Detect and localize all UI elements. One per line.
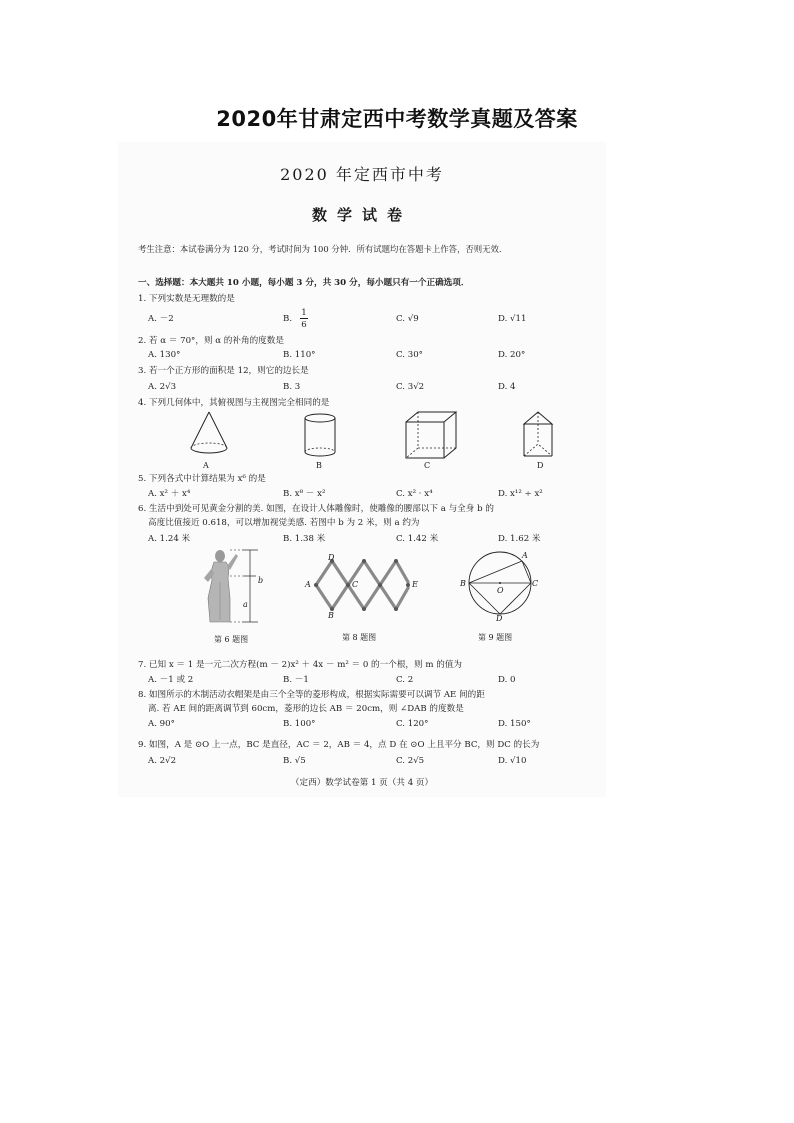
q9-option-c: C. 2√5 [396, 756, 425, 766]
cylinder-figure [302, 412, 338, 460]
q6-stem-line1: 6. 生活中到处可见黄金分割的美. 如图，在设计人体雕像时，使雕像的腰部以下 a 与全身 b 的 [138, 504, 494, 514]
fig9-point-o: O [497, 586, 504, 595]
q1-option-b-numerator: 1 [301, 308, 307, 318]
q8-option-b: B. 100° [283, 719, 316, 729]
fig8-point-e: E [412, 580, 418, 589]
q5-option-b: B. x⁸ － x² [283, 489, 326, 499]
cone-figure [188, 410, 230, 460]
q7-stem: 7. 已知 x ＝ 1 是一元二次方程(m － 2)x² ＋ 4x － m² ＝ 0 的一个根，则 m 的值为 [138, 660, 463, 670]
q4-label-c: C [424, 461, 431, 470]
q5-option-a: A. x² ＋ x⁴ [148, 489, 191, 499]
q5-option-c: C. x² · x⁴ [396, 489, 433, 499]
q3-option-d: D. 4 [498, 382, 516, 392]
fig6-label-b: b [258, 576, 264, 585]
q3-stem: 3. 若一个正方形的面积是 12，则它的边长是 [138, 366, 309, 376]
q2-option-b: B. 110° [283, 350, 316, 360]
q9-option-a: A. 2√2 [148, 756, 177, 766]
q8-option-c: C. 120° [396, 719, 429, 729]
q8-option-d: D. 150° [498, 719, 531, 729]
q2-option-d: D. 20° [498, 350, 526, 360]
fig8-point-b: B [328, 611, 334, 620]
coat-rack-figure [312, 556, 412, 614]
q1-option-b-denominator: 6 [301, 320, 307, 330]
fig8-point-c: C [352, 580, 359, 589]
statue-figure [200, 548, 270, 624]
q2-option-c: C. 30° [396, 350, 423, 360]
fig9-point-d: D [496, 614, 503, 623]
fig8-point-d: D [328, 553, 335, 562]
document-title: 2020年甘肃定西中考数学真题及答案 [216, 107, 578, 131]
q8-stem-line2: 离. 若 AE 间的距离调节到 60cm，菱形的边长 AB ＝ 20cm，则 ∠DAB 的度数是 [148, 704, 464, 714]
fig8-point-a: A [305, 580, 311, 589]
fig9-point-a: A [522, 551, 528, 560]
q9-stem: 9. 如图，A 是 ⊙O 上一点，BC 是直径，AC ＝ 2，AB ＝ 4，点 D 在 ⊙O 上且平分 BC，则 DC 的长为 [138, 740, 540, 750]
exam-subtitle: 数学试卷 [311, 206, 412, 224]
q1-stem: 1. 下列实数是无理数的是 [138, 294, 235, 304]
q4-label-b: B [316, 461, 322, 470]
q1-option-a: A. －2 [148, 314, 174, 324]
q4-label-d: D [537, 461, 544, 470]
q6-option-d: D. 1.62 米 [498, 534, 541, 544]
page-footer: （定西）数学试卷第 1 页（共 4 页） [290, 778, 434, 788]
q9-option-b: B. √5 [283, 756, 306, 766]
q1-option-d: D. √11 [498, 314, 527, 324]
q5-option-d: D. x¹² ÷ x² [498, 489, 543, 499]
q7-option-a: A. －1 或 2 [148, 675, 194, 685]
exam-notice: 考生注意：本试卷满分为 120 分，考试时间为 100 分钟．所有试题均在答题卡上作答，否则无效． [138, 244, 508, 254]
fig6-label-a: a [243, 600, 248, 609]
q3-option-b: B. 3 [283, 382, 301, 392]
q8-option-a: A. 90° [148, 719, 175, 729]
q9-option-d: D. √10 [498, 756, 527, 766]
q2-stem: 2. 若 α ＝ 70°，则 α 的补角的度数是 [138, 336, 284, 346]
circle-figure [466, 550, 539, 620]
q4-label-a: A [203, 461, 209, 470]
q1-option-c: C. √9 [396, 314, 419, 324]
q6-stem-line2: 高度比值接近 0.618，可以增加视觉美感. 若图中 b 为 2 米，则 a 约为 [148, 518, 420, 528]
q7-option-d: D. 0 [498, 675, 516, 685]
fig6-caption: 第 6 题图 [214, 635, 249, 644]
q7-option-c: C. 2 [396, 675, 414, 685]
prism-figure [520, 410, 556, 460]
q4-stem: 4. 下列几何体中，其俯视图与主视图完全相同的是 [138, 398, 330, 408]
q6-option-b: B. 1.38 米 [283, 534, 326, 544]
q3-option-c: C. 3√2 [396, 382, 425, 392]
fig9-caption: 第 9 题图 [478, 633, 513, 642]
q8-stem-line1: 8. 如图所示的木制活动衣帽架是由三个全等的菱形构成，根据实际需要可以调节 AE 间的距 [138, 690, 485, 700]
q7-option-b: B. －1 [283, 675, 309, 685]
cube-figure [404, 410, 458, 460]
q6-option-a: A. 1.24 米 [148, 534, 191, 544]
section-heading: 一、选择题：本大题共 10 小题，每小题 3 分，共 30 分，每小题只有一个正确选项． [138, 278, 470, 288]
q6-option-c: C. 1.42 米 [396, 534, 439, 544]
q3-option-a: A. 2√3 [148, 382, 177, 392]
fig8-caption: 第 8 题图 [342, 633, 377, 642]
q1-option-b: B. [283, 314, 293, 324]
q5-stem: 5. 下列各式中计算结果为 x⁶ 的是 [138, 474, 266, 484]
fig9-point-b: B [460, 579, 466, 588]
q2-option-a: A. 130° [148, 350, 181, 360]
exam-title: 2020 年定西市中考 [280, 165, 444, 184]
fig9-point-c: C [532, 579, 539, 588]
